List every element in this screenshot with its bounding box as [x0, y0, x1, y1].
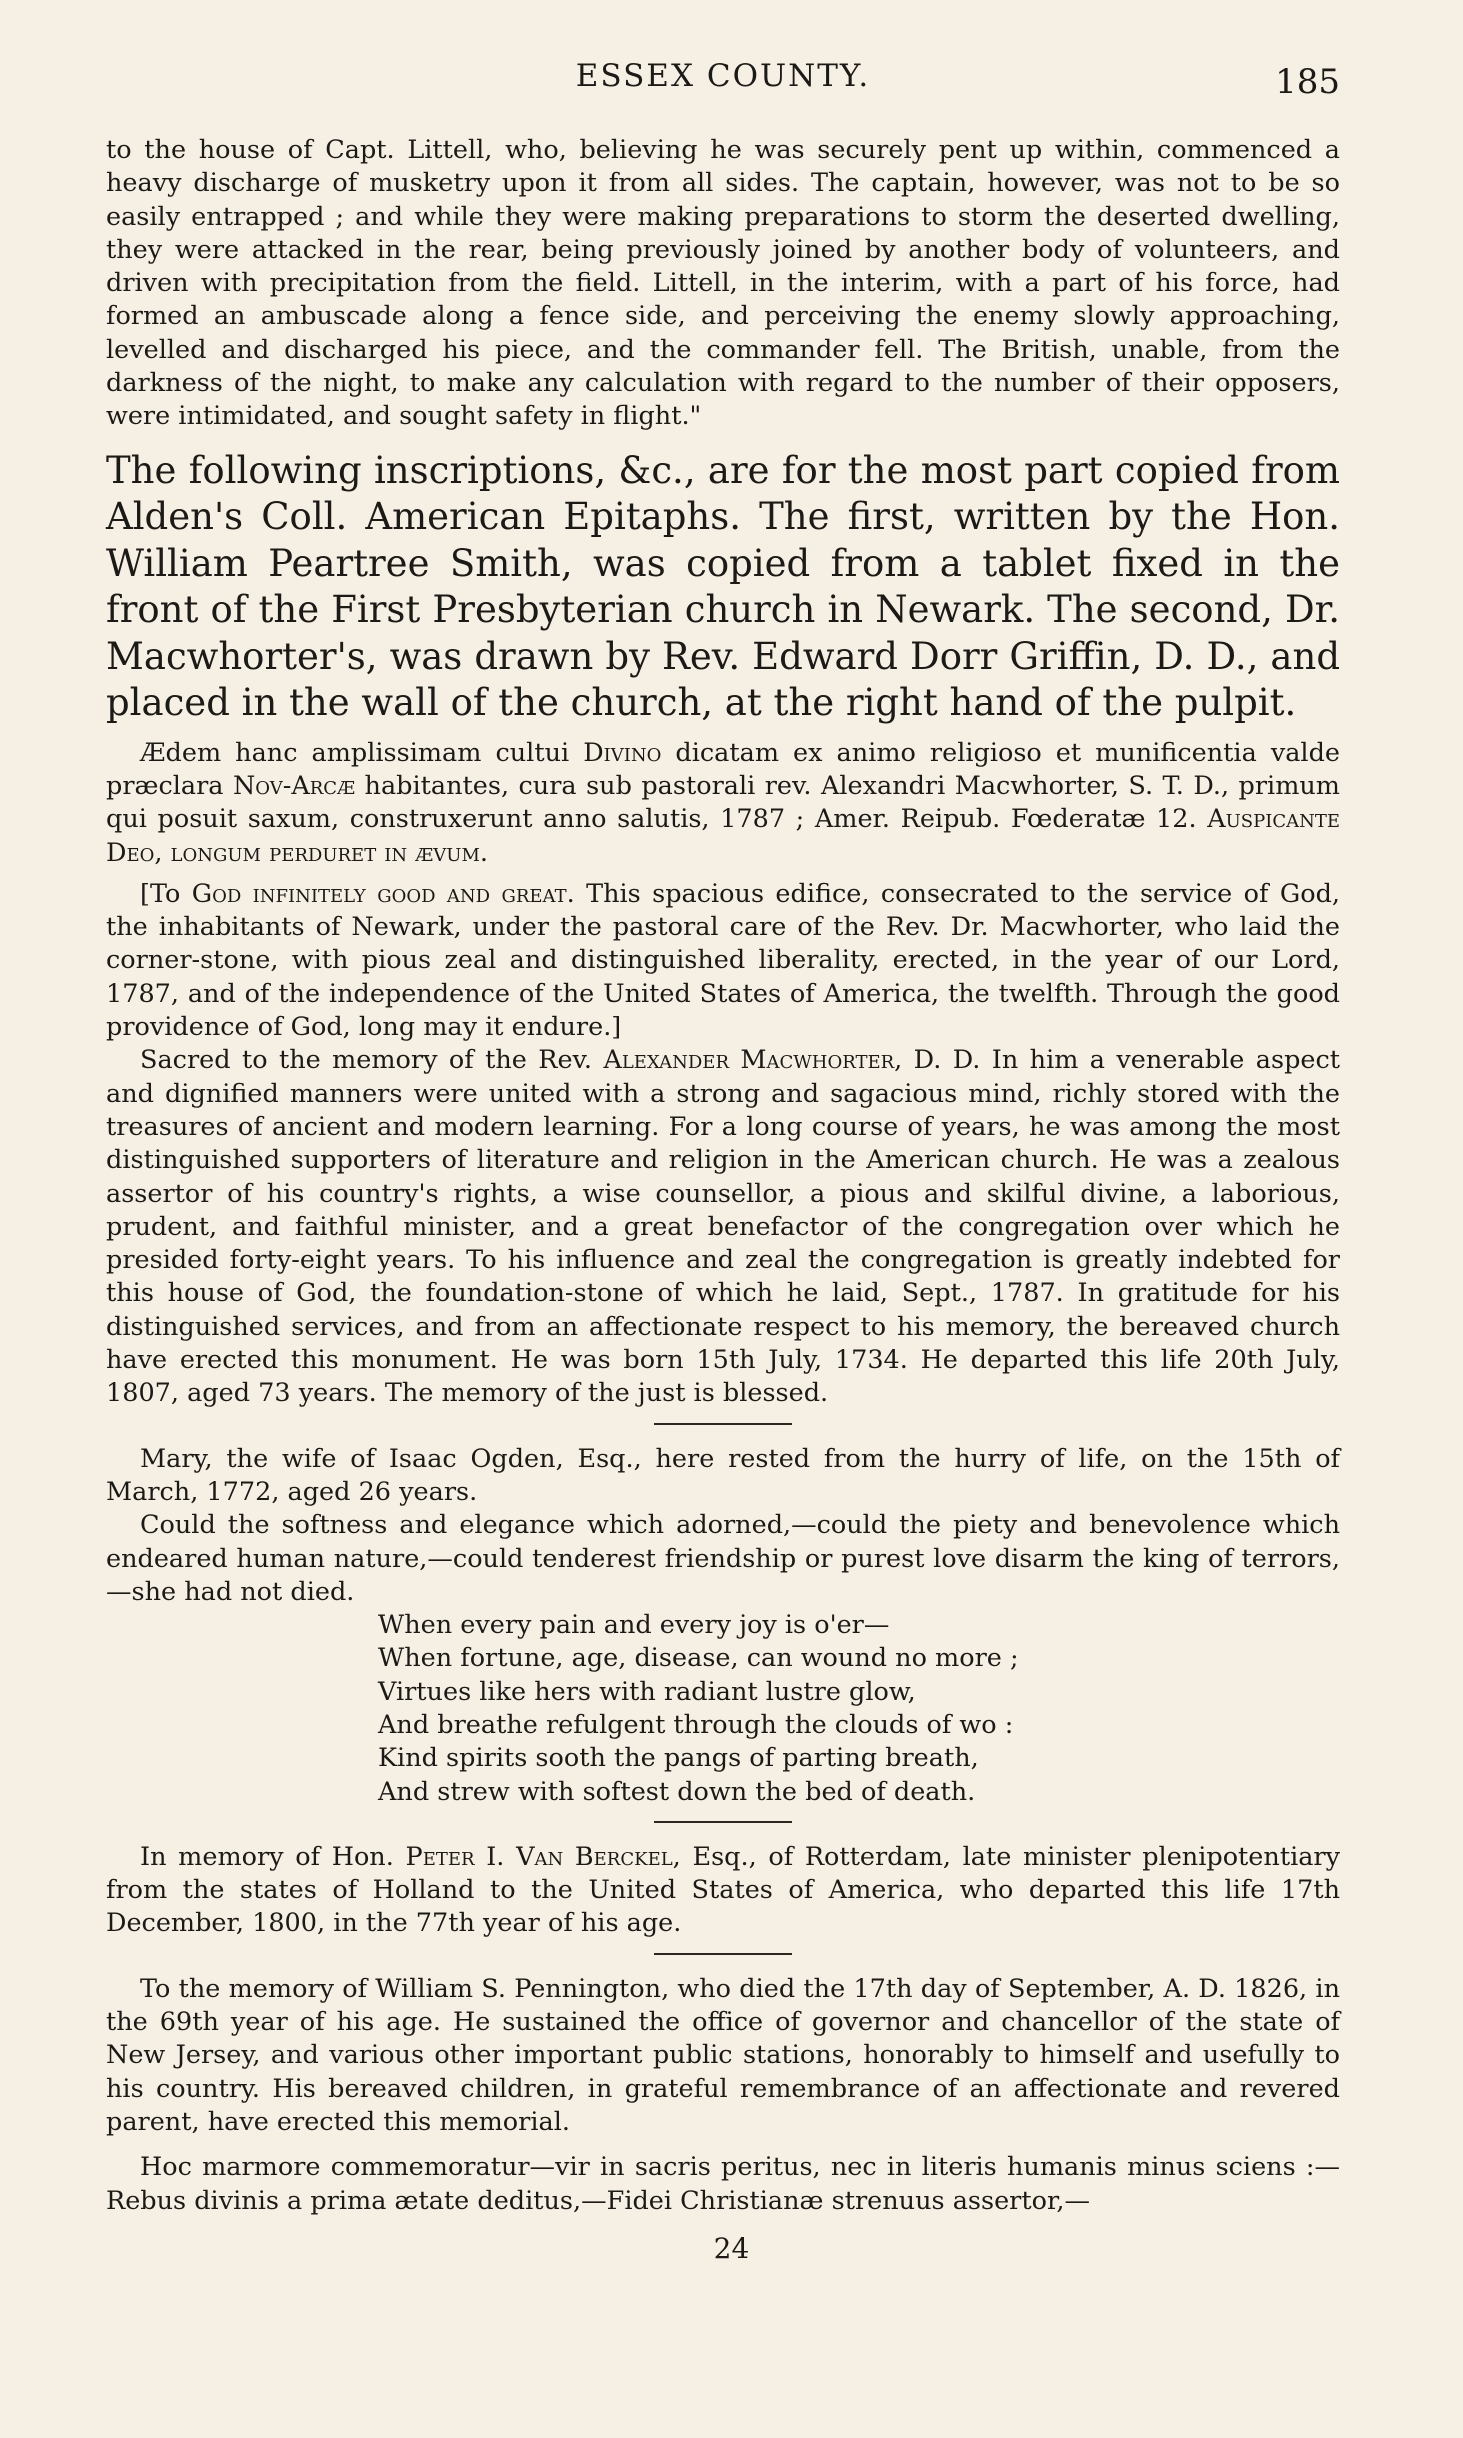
section-rule [654, 1953, 792, 1955]
paragraph-british-retreat: to the house of Capt. Littell, who, believing he was securely pent up within, commenced a heavy discharge of musketry upon it from all sides. The captain, however, was not to be so easily entrapped ; and while they were making preparations to storm the deserted dwelling, they were attacked in the rear, being previously joined by another body of volunteers, and driven with precipitation from the field. Littell, in the interim, with a part of his force, had formed an ambuscade along a fence side, and perceiving the enemy slowly approaching, levelled and discharged his piece, and the commander fell. The British, unable, from the darkness of the night, to make any calculation with regard to the number of their opposers, were intimidated, and sought safety in flight." [106, 135, 1340, 432]
epitaph-poem [378, 1609, 1340, 1809]
paragraph-translation: [To God infinitely good and great. This spacious edifice, consecrated to the service of God, the inhabitants of Newark, under the pastoral care of the Rev. Dr. Macwhorter, who laid the corner-stone, with pious zeal and distinguished liberality, erected, in the year of our Lord, 1787, and of the independence of the United States of America, the twelfth. Through the good providence of God, long may it endure.] [106, 878, 1340, 1043]
paragraph-latin-memorial: Hoc marmore commemoratur—vir in sacris peritus, nec in literis humanis minus sciens :—Rebus divinis a prima ætate deditus,—Fidei Christianæ strenuus assertor,— [106, 2152, 1340, 2216]
poem-line: When every pain and every joy is o'er— [378, 1610, 890, 1641]
paragraph-mary-ogden-tribute: Could the softness and elegance which adorned,—could the piety and benevolence which endeared human nature,—could tenderest friendship or purest love disarm the king of terrors,—she had not died. [106, 1510, 1340, 1607]
paragraph-van-berckel: In memory of Hon. Peter I. Van Berckel, Esq., of Rotterdam, late minister plenipotentiary from the states of Holland to the United States of America, who departed this life 17th December, 1800, in the 77th year of his age. [106, 1841, 1341, 1939]
page-number: 185 [1275, 62, 1340, 102]
page-header [106, 52, 1340, 108]
poem-line: When fortune, age, disease, can wound no more ; [378, 1643, 1019, 1674]
paragraph-inscriptions-intro: The following inscriptions, &c., are for the most part copied from Alden's Coll. American Epitaphs. The first, written by the Hon. William Peartree Smith, was copied from a tablet fixed in the front of the First Presbyterian church in Newark. The second, Dr. Macwhorter's, was drawn by Rev. Edward Dorr Griffin, D. D., and placed in the wall of the church, at the right hand of the pulpit. [106, 448, 1340, 725]
section-rule [654, 1423, 792, 1425]
poem-line: And strew with softest down the bed of death. [378, 1776, 976, 1807]
section-rule [654, 1821, 792, 1823]
running-title: ESSEX COUNTY. [575, 58, 871, 94]
page-body [106, 134, 1340, 2218]
poem-line: And breathe refulgent through the clouds of wo : [378, 1709, 1014, 1740]
paragraph-mary-ogden: Mary, the wife of Isaac Ogden, Esq., here rested from the hurry of life, on the 15th of March, 1772, aged 26 years. [106, 1443, 1340, 1507]
paragraph-macwhorter-epitaph: Sacred to the memory of the Rev. Alexander Macwhorter, D. D. In him a venerable aspect and dignified manners were united with a strong and sagacious mind, richly stored with the treasures of ancient and modern learning. For a long course of years, he was among the most distinguished supporters of literature and religion in the American church. He was a zealous assertor of his country's rights, a wise counsellor, a pious and skilful divine, a laborious, prudent, and faithful minister, and a great benefactor of the congregation over which he presided forty-eight years. To his influence and zeal the congregation is greatly indebted for this house of God, the foundation-stone of which he laid, Sept., 1787. In gratitude for his distinguished services, and from an affectionate respect to his memory, the bereaved church have erected this monument. He was born 15th July, 1734. He departed this life 20th July, 1807, aged 73 years. The memory of the just is blessed. [106, 1045, 1341, 1409]
poem-line: Kind spirits sooth the pangs of parting breath, [378, 1743, 979, 1774]
poem-line: Virtues like hers with radiant lustre glow, [378, 1676, 916, 1707]
paragraph-latin-inscription: Ædem hanc amplissimam cultui Divino dicatam ex animo religioso et munificentia valde præclara Nov-Arcæ habitantes, cura sub pastorali rev. Alexandri Macwhorter, S. T. D., primum qui posuit saxum, construxerunt anno salutis, 1787 ; Amer. Reipub. Fœderatæ 12. Auspicante Deo, longum perduret in ævum. [106, 737, 1340, 868]
paragraph-pennington: To the memory of William S. Pennington, who died the 17th day of September, A. D. 1826, in the 69th year of his age. He sustained the office of governor and chancellor of the state of New Jersey, and various other important public stations, honorably to himself and usefully to his country. His bereaved children, in grateful remembrance of an affectionate and revered parent, have erected this memorial. [106, 1973, 1340, 2137]
signature-mark: 24 [713, 2232, 750, 2265]
